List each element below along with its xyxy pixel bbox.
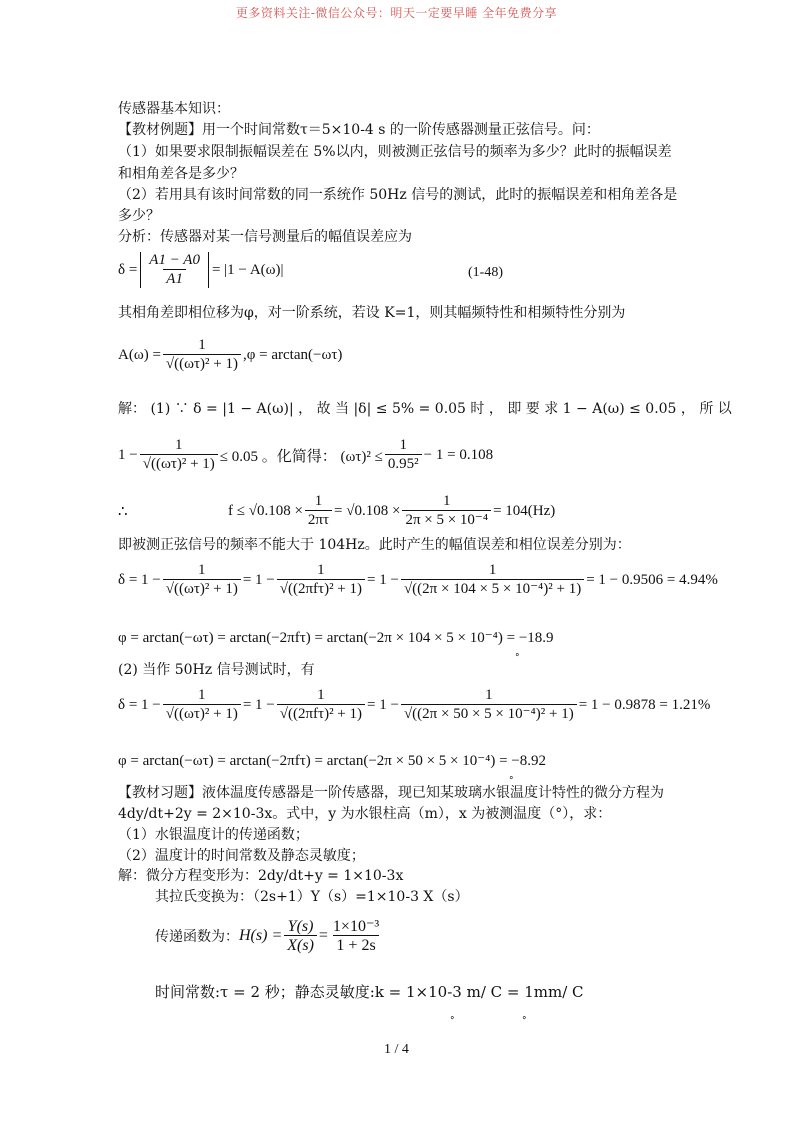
eq-den: √((ωτ)² + 1) (163, 579, 241, 598)
tf-label: 传递函数为： (155, 929, 239, 945)
eq-num: 1 (317, 562, 325, 578)
eq-rhs: = |1 − A(ω)| (211, 261, 284, 278)
limit-text: 即被测正弦信号的频率不能大于 104Hz。此时产生的幅值误差和相位误差分别为： (118, 537, 631, 553)
eq-lhs: δ = (118, 261, 138, 278)
equation-amplitude (118, 337, 342, 373)
eq-num: 1 (198, 562, 206, 578)
eq-num: 1 (198, 687, 206, 703)
eq-part: = √0.108 × (334, 502, 401, 519)
eq-part: f ≤ √0.108 × (228, 502, 303, 519)
question-2b: 多少？ (118, 208, 160, 224)
eq-num: 1×10⁻³ (332, 918, 380, 935)
eq-result: = 1 − 0.9506 = 4.94% (586, 571, 718, 588)
eq-den: √((2πfτ)² + 1) (277, 579, 365, 598)
eq-den: X(s) (284, 935, 317, 954)
eq-den: √((2π × 50 × 5 × 10⁻⁴)² + 1) (401, 704, 577, 723)
eq-num: 1 (488, 562, 497, 578)
phase-text: 其相角差即相位移为φ，对一阶系统，若设 K=1，则其幅频特性和相频特性分别为 (118, 305, 626, 321)
eq-den: 1 + 2s (333, 935, 378, 954)
time-constant-text: 时间常数:τ = 2 秒；静态灵敏度:k = 1×10-3 m/ C = 1mm/ C (155, 983, 584, 1001)
section-title: 传感器基本知识： (118, 101, 230, 117)
eq-num: 1 (198, 337, 206, 353)
equation-inequality (118, 437, 493, 473)
eq-lhs: 1 − (118, 446, 138, 463)
solution-1-text: 解： (1) ∵ δ = |1 − A(ω)| ， 故 当 |δ| ≤ 5% = 0.05 时 ， 即 要 求 1 − A(ω) ≤ 0.05 ， 所 以 (118, 401, 732, 417)
eq-rhs: ,φ = arctan(−ωτ) (242, 346, 343, 363)
eq-den: √((2π × 104 × 5 × 10⁻⁴)² + 1) (401, 579, 584, 598)
eq-num: 1 (175, 437, 183, 453)
equation-delta-1 (118, 562, 718, 598)
degree-mark: ° (522, 1016, 527, 1026)
page-number: 1 / 4 (384, 1042, 409, 1057)
eq-lhs: H(s) = (239, 927, 283, 944)
case-2-text: (2) 当作 50Hz 信号测试时，有 (118, 662, 315, 678)
eq-den: √((ωτ)² + 1) (163, 704, 241, 723)
eq-den: √((ωτ)² + 1) (140, 454, 218, 473)
eq-part: = 1 − (367, 571, 399, 588)
header-banner: 更多资料关注-微信公众号：明天一定要早睡 全年免费分享 (235, 6, 558, 20)
equation-tag: (1-48) (468, 265, 503, 280)
exercise-q2: （2）温度计的时间常数及静态灵敏度； (118, 848, 365, 864)
eq-den: √((2πfτ)² + 1) (277, 704, 365, 723)
eq-part: δ = 1 − (118, 571, 161, 588)
eq-num: A1 − A0 (149, 252, 200, 268)
eq-num: 1 (314, 493, 323, 509)
eq-den: √((ωτ)² + 1) (163, 354, 241, 373)
eq-lhs: A(ω) = (118, 346, 161, 363)
eq-num: 1 (399, 437, 408, 453)
eq-mid: ≤ 0.05 。化简得： (ωτ)² ≤ (219, 448, 383, 465)
eq-num: 1 (443, 493, 451, 509)
question-2a: （2）若用具有该时间常数的同一系统作 50Hz 信号的测试，此时的振幅误差和相角差各是 (118, 187, 678, 203)
degree-mark: ° (509, 776, 514, 786)
eq-den: 0.95² (385, 454, 422, 473)
analysis-text: 分析：传感器对某一信号测量后的幅值误差应为 (118, 229, 412, 245)
degree-mark: ° (515, 653, 520, 663)
eq-part: = 1 − (242, 696, 275, 713)
transfer-function (155, 918, 384, 954)
therefore-symbol: ∴ (118, 503, 128, 520)
exercise-text-a: 【教材习题】液体温度传感器是一阶传感器，现已知某玻璃水银温度计特性的微分方程为 (118, 785, 664, 801)
eq-part: = 104(Hz) (493, 502, 556, 519)
eq-result: = 1 − 0.9878 = 1.21% (578, 696, 711, 713)
laplace-text: 其拉氏变换为：（2s+1）Y（s）=1×10-3 X（s） (155, 889, 469, 905)
equation-delta-2 (118, 687, 710, 723)
eq-num: 1 (317, 687, 325, 703)
eq-part: = 1 − (367, 696, 399, 713)
eq-num: 1 (485, 687, 493, 703)
eq-den: 2π × 5 × 10⁻⁴ (402, 510, 491, 529)
equation-phi-2: φ = arctan(−ωτ) = arctan(−2πfτ) = arctan(−2π × 50 × 5 × 10⁻⁴) = −8.92 (118, 753, 547, 769)
eq-part: = 1 − (242, 571, 275, 588)
question-1a: （1）如果要求限制振幅误差在 5%以内，则被测正弦信号的频率为多少？此时的振幅误差 (118, 144, 672, 160)
eq-num: Y(s) (287, 918, 314, 935)
equation-phi-1: φ = arctan(−ωτ) = arctan(−2πfτ) = arctan(−2π × 104 × 5 × 10⁻⁴) = −18.9 (118, 630, 554, 646)
question-1b: 和相角差各是多少？ (118, 166, 244, 182)
exercise-solution: 解：微分方程变形为：2dy/dt+y = 1×10-3x (118, 868, 404, 884)
equation-frequency (118, 493, 678, 529)
degree-mark: ° (450, 1016, 455, 1026)
eq-den: 2πτ (305, 510, 332, 529)
eq-den: A1 (163, 269, 186, 288)
eq-part: δ = 1 − (118, 696, 161, 713)
exercise-q1: （1）水银温度计的传递函数； (118, 827, 309, 843)
equation-1-48 (118, 252, 284, 288)
eq-rhs: − 1 = 0.108 (423, 446, 494, 463)
example-text: 【教材例题】用一个时间常数τ＝5×10-4 s 的一阶传感器测量正弦信号。问： (118, 122, 600, 138)
exercise-text-b: 4dy/dt+2y = 2×10-3x。式中，y 为水银柱高（m），x 为被测温度（°），求： (118, 806, 612, 822)
eq-part: = (318, 927, 328, 944)
